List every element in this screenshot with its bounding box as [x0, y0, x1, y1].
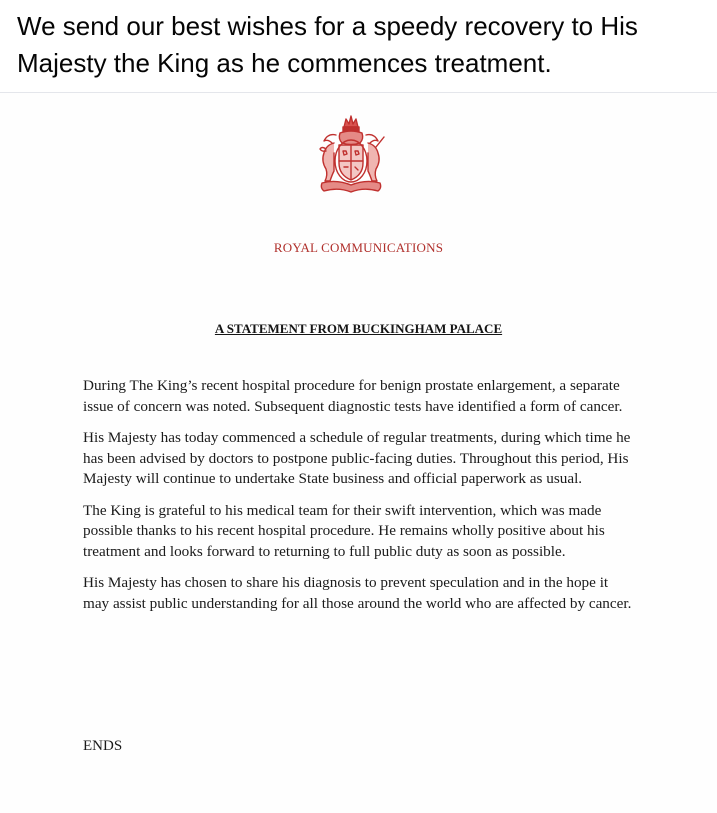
statement-title: A STATEMENT FROM BUCKINGHAM PALACE — [214, 321, 503, 336]
paragraph-2: His Majesty has today commenced a schedule of regular treatments, during which time he has been advised by doctors to postpone public-facing duties. Throughout this period, His Majesty will continue to undertake State business and official paperwork as usual. — [83, 428, 631, 488]
paragraph-1: During The King’s recent hospital procedure for benign prostate enlargement, a separate issue of concern was noted. Subsequent diagnostic tests have identified a form of cancer. — [83, 377, 623, 415]
post-caption: We send our best wishes for a speedy recovery to His Majesty the King as he commences treatment. — [17, 11, 638, 78]
royal-coat-of-arms-icon — [306, 113, 396, 195]
statement-document — [0, 93, 717, 813]
paragraph-3: The King is grateful to his medical team for their swift intervention, which was made possible thanks to his recent hospital procedure. He remains wholly positive about his treatment and looks forward to returning to full public duty as soon as possible. — [83, 501, 605, 560]
statement-body — [83, 376, 638, 625]
ends-marker: ENDS — [83, 738, 123, 754]
office-name: ROYAL COMMUNICATIONS — [273, 240, 444, 255]
paragraph-4: His Majesty has chosen to share his diagnosis to prevent speculation and in the hope it may assist public understanding for all those around the world who are affected by cancer. — [83, 574, 632, 612]
